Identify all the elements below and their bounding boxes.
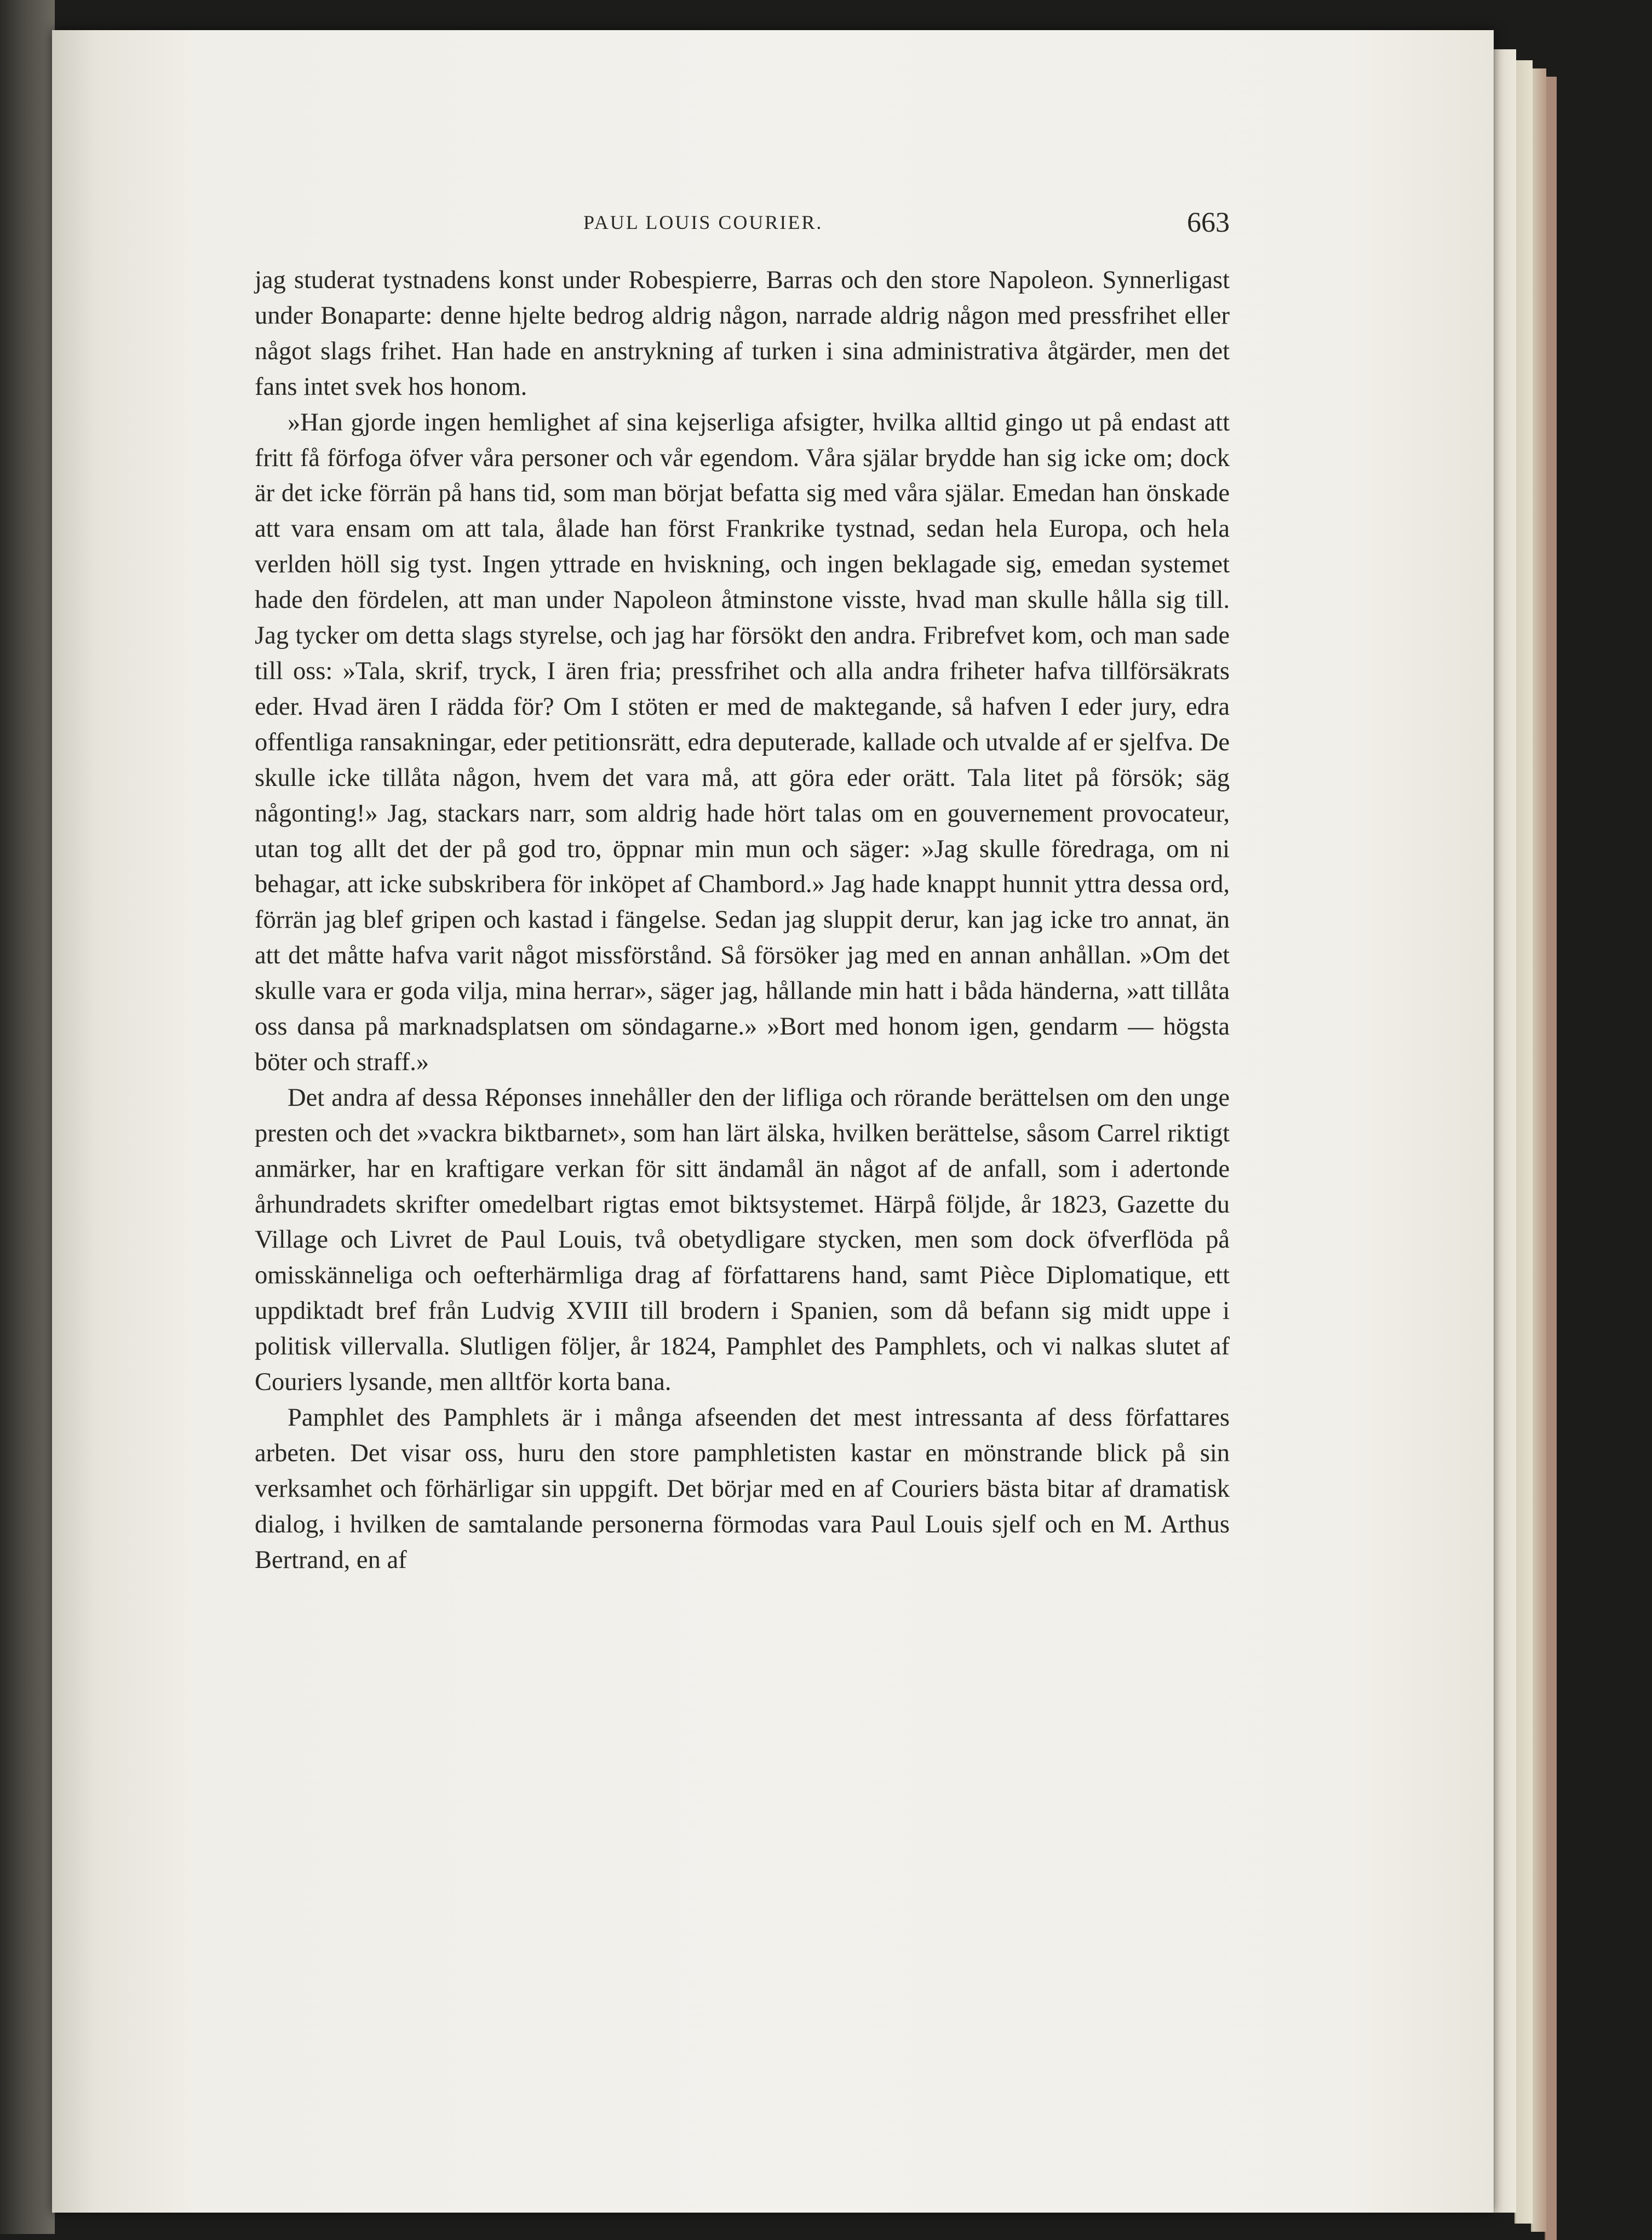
- paragraph: Pamphlet des Pamphlets är i många afseenden det mest intressanta af dess författares arbeten. Det visar oss, huru den store pamphletisten kastar en mönstrande blick på sin verksamhet och förhärligar sin uppgift. Det börjar med en af Couriers bästa bitar af dramatisk dialog, i hvilken de samtalande personerna förmodas vara Paul Louis sjelf och en M. Arthus Bertrand, en af: [255, 1404, 1230, 1574]
- paragraph: Det andra af dessa Réponses innehåller den der lifliga och rörande berättelsen om den unge presten och det »vackra biktbarnet», som han lärt älska, hvilken berättelse, såsom Carrel riktigt anmärker, har en kraftigare verkan för sitt ändamål än något af de anfall, som i adertonde århundradets skrifter omedelbart rigtas emot biktsystemet. Härpå följde, år 1823, Gazette du Village och Livret de Paul Louis, två obetydligare stycken, men som dock öfverflöda på omisskänneliga och oefterhärmliga drag af författarens hand, samt Pièce Diplomatique, ett uppdiktadt bref från Ludvig XVIII till brodern i Spanien, som då befann sig midt uppe i politisk villervalla. Slutligen följer, år 1824, Pamphlet des Pamphlets, och vi nalkas slutet af Couriers lysande, men alltför korta bana.: [255, 1083, 1230, 1397]
- previous-page-edge: [0, 0, 55, 2234]
- page-edge: [1515, 60, 1533, 2224]
- paragraph: jag studerat tystnadens konst under Robespierre, Barras och den store Napoleon. Synnerligast under Bonaparte: denne hjelte bedrog aldrig någon, narrade aldrig någon med pressfrihet eller något slags frihet. Han hade en anstrykning af turken i sina administrativa åtgärder, men det fans intet svek hos honom.: [255, 266, 1230, 401]
- page-edge: [1545, 77, 1557, 2240]
- page-number: 663: [1187, 207, 1230, 238]
- body-text: [255, 263, 1230, 1578]
- page-edge: [1493, 49, 1516, 2213]
- paragraph: »Han gjorde ingen hemlighet af sina kejserliga afsigter, hvilka alltid gingo ut på endast att fritt få förfoga öfver våra personer och vår egendom. Våra själar brydde han sig icke om; dock är det icke förrän på hans tid, som man börjat befatta sig med våra själar. Emedan han önskade att vara ensam om att tala, ålade han först Frankrike tystnad, sedan hela Europa, och hela verlden höll sig tyst. Ingen yttrade en hviskning, och ingen beklagade sig, emedan systemet hade den fördelen, att man under Napoleon åtminstone visste, hvad man skulle hålla sig till. Jag tycker om detta slags styrelse, och jag har försökt den andra. Fribrefvet kom, och man sade till oss: »Tala, skrif, tryck, I ären fria; pressfrihet och alla andra friheter hafva tillförsäkrats eder. Hvad ären I rädda för? Om I stöten er med de maktegande, så hafven I eder jury, edra offentliga ransakningar, eder petitionsrätt, edra deputerade, kallade och utvalde af er sjelfva. De skulle icke tillåta någon, hvem det vara må, att göra eder orätt. Tala litet på försök; säg någonting!» Jag, stackars narr, som aldrig hade hört talas om en gouvernement provocateur, utan tog allt det der på god tro, öppnar min mun och säger: »Jag skulle föredraga, om ni behagar, att icke subskribera för inköpet af Chambord.» Jag hade knappt hunnit yttra dessa ord, förrän jag blef gripen och kastad i fängelse. Sedan jag sluppit derur, kan jag icke tro annat, än att det måtte hafva varit något missförstånd. Så försöker jag med en annan anhållan. »Om det skulle vara er goda vilja, mina herrar», säger jag, hållande min hatt i båda händerna, »att tillåta oss dansa på marknadsplatsen om söndagarne.» »Bort med honom igen, gendarm — högsta böter och straff.»: [255, 408, 1230, 1076]
- running-head: PAUL LOUIS COURIER.: [583, 211, 823, 233]
- page-header: [255, 207, 1230, 244]
- background-right: [1556, 0, 1652, 2234]
- page-edge: [1531, 68, 1546, 2232]
